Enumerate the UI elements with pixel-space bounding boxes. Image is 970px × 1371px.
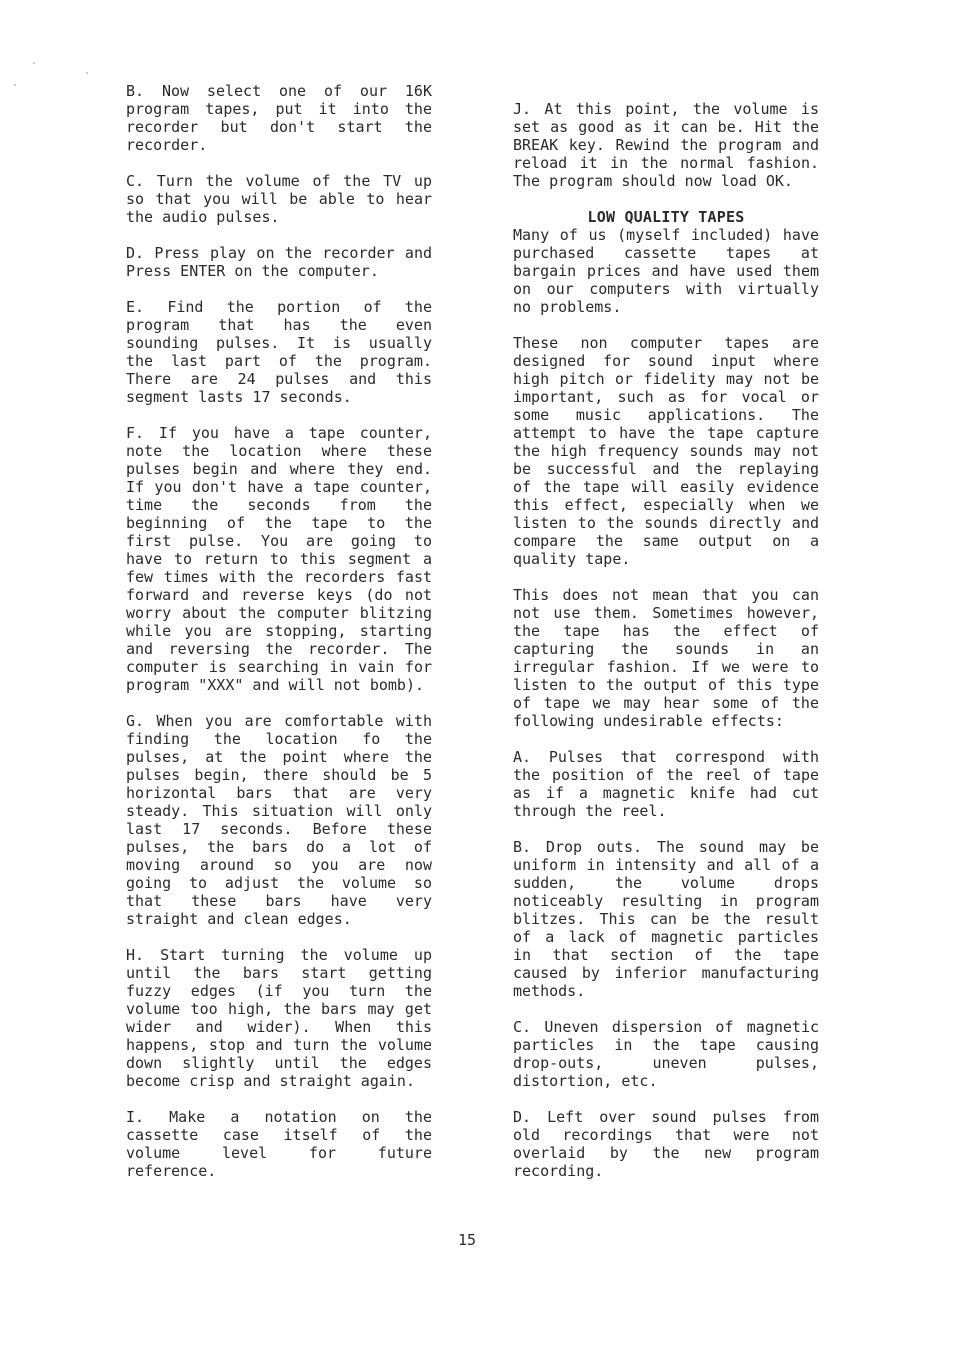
step-i-paragraph: I. Make a notation on the cassette case itself of the volume level for future reference.: [126, 1108, 432, 1180]
effect-a-paragraph: A. Pulses that correspond with the position of the reel of tape as if a magnetic knife had cut through the reel.: [513, 748, 819, 820]
effect-c-paragraph: C. Uneven dispersion of magnetic particles in the tape causing drop-outs, uneven pulses, distortion, etc.: [513, 1018, 819, 1090]
scan-speck: [86, 72, 88, 74]
scan-speck: [14, 84, 16, 86]
page-number: 15: [458, 1231, 477, 1249]
effect-b-paragraph: B. Drop outs. The sound may be uniform in intensity and all of a sudden, the volume drops noticeably resulting in program blitzes. This can be the result of a lack of magnetic particles in that section of the tape caused by inferior manufacturing methods.: [513, 838, 819, 1000]
right-column: [513, 100, 819, 1198]
step-d-paragraph: D. Press play on the recorder and Press ENTER on the computer.: [126, 244, 432, 280]
step-b-paragraph: B. Now select one of our 16K program tapes, put it into the recorder but don't start the recorder.: [126, 82, 432, 154]
body-paragraph: These non computer tapes are designed for sound input where high pitch or fidelity may not be important, such as for vocal or some music applications. The attempt to have the tape capture the high frequency sounds may not be successful and the replaying of the tape will easily evidence this effect, especially when we listen to the sounds directly and compare the same output on a quality tape.: [513, 334, 819, 568]
left-column: [126, 82, 432, 1198]
section-heading: LOW QUALITY TAPES: [587, 208, 745, 226]
step-f-paragraph: F. If you have a tape counter, note the location where these pulses begin and where they end. If you don't have a tape counter, time the seconds from the beginning of the tape to the first pulse. You are going to have to return to this segment a few times with the recorders fast forward and reverse keys (do not worry about the computer blitzing while you are stopping, starting and reversing the recorder. The computer is searching in vain for program "XXX" and will not bomb).: [126, 424, 432, 694]
intro-paragraph: Many of us (myself included) have purchased cassette tapes at bargain prices and have used them on our computers with virtually no problems.: [513, 226, 819, 316]
scan-speck: [33, 62, 35, 64]
effect-d-paragraph: D. Left over sound pulses from old recordings that were not overlaid by the new program recording.: [513, 1108, 819, 1180]
step-h-paragraph: H. Start turning the volume up until the bars start getting fuzzy edges (if you turn the volume too high, the bars may get wider and wider). When this happens, stop and turn the volume down slightly until the edges become crisp and straight again.: [126, 946, 432, 1090]
body-paragraph: This does not mean that you can not use them. Sometimes however, the tape has the effect of capturing the sounds in an irregular fashion. If we were to listen to the output of this type of tape we may hear some of the following undesirable effects:: [513, 586, 819, 730]
step-c-paragraph: C. Turn the volume of the TV up so that you will be able to hear the audio pulses.: [126, 172, 432, 226]
step-j-paragraph: J. At this point, the volume is set as good as it can be. Hit the BREAK key. Rewind the program and reload it in the normal fashion. The program should now load OK.: [513, 100, 819, 190]
step-g-paragraph: G. When you are comfortable with finding the location fo the pulses, at the point where the pulses begin, there should be 5 horizontal bars that are very steady. This situation will only last 17 seconds. Before these pulses, the bars do a lot of moving around so you are now going to adjust the volume so that these bars have very straight and clean edges.: [126, 712, 432, 928]
step-e-paragraph: E. Find the portion of the program that has the even sounding pulses. It is usually the last part of the program. There are 24 pulses and this segment lasts 17 seconds.: [126, 298, 432, 406]
